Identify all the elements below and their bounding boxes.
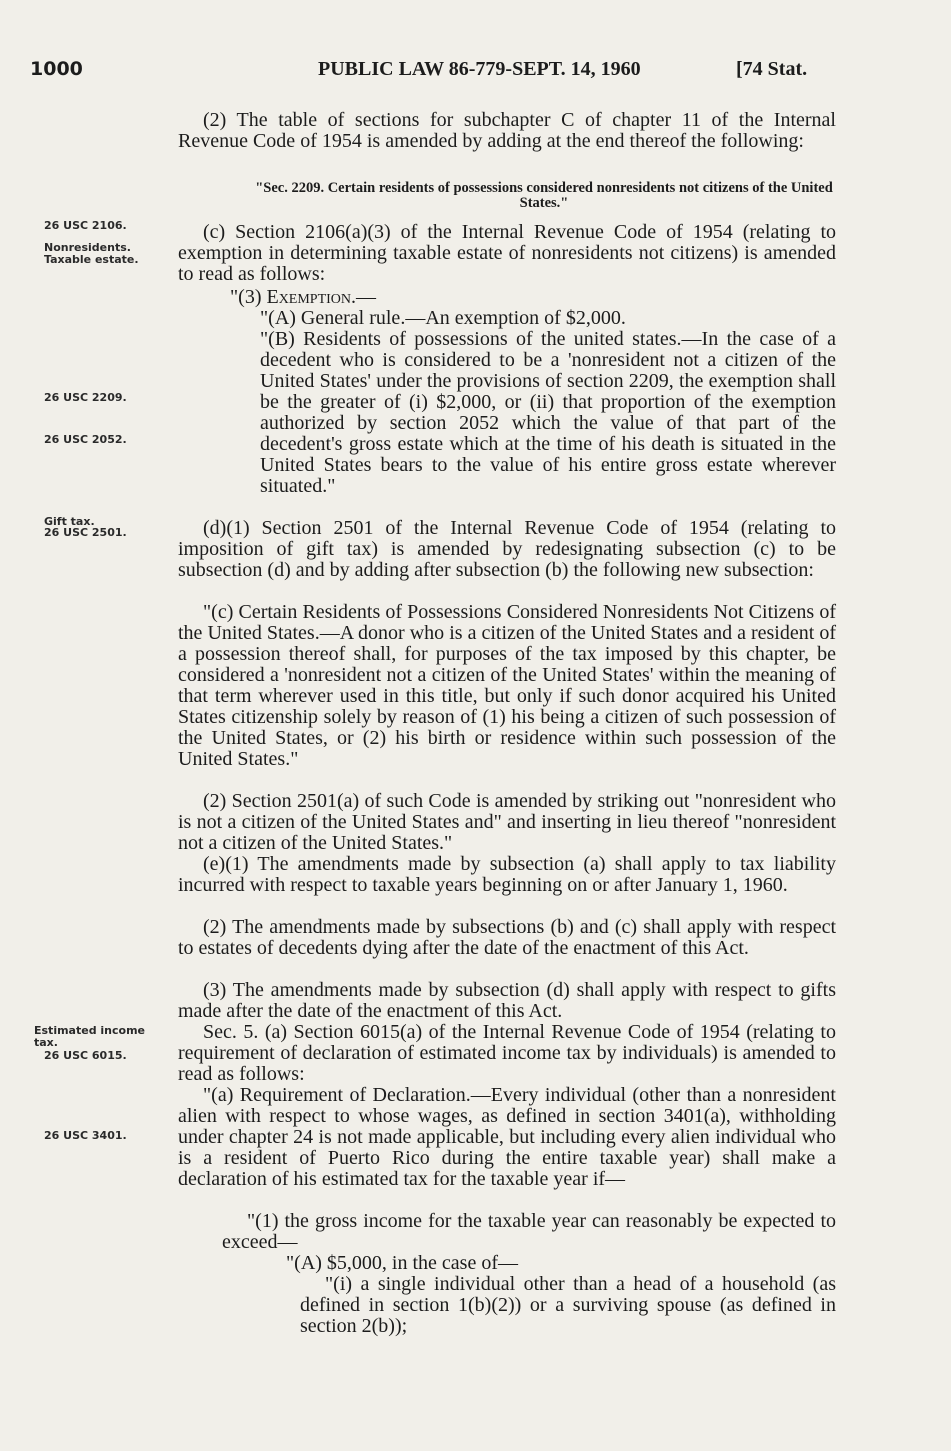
margin-note-gift-tax: Gift tax.	[44, 515, 95, 528]
paragraph-section-5	[178, 1022, 836, 1085]
margin-note-26usc2106: 26 USC 2106.	[44, 219, 127, 232]
paragraph-requirement-of-declaration	[178, 1085, 836, 1190]
paragraph-e3	[178, 980, 836, 1022]
paragraph-b-residents	[260, 329, 836, 497]
paragraph-text: (2) The table of sections for subchapter C of chapter 11 of the Internal Revenue Code of 1954 is amended by adding at the end thereof the following:	[178, 109, 836, 152]
margin-note-nonresidents: Nonresidents.	[44, 241, 131, 254]
paragraph-text: "(3) Exemption.—	[230, 286, 377, 308]
paragraph-e1	[178, 854, 836, 896]
paragraph-text: (c) Section 2106(a)(3) of the Internal Revenue Code of 1954 (relating to exemption in determining taxable estate of nonresidents not citizens) is amended to read as follows:	[178, 221, 836, 285]
margin-note-26usc2501: 26 USC 2501.	[44, 526, 127, 539]
paragraph-text: "(A) $5,000, in the case of—	[286, 1252, 518, 1274]
running-title: PUBLIC LAW 86-779-SEPT. 14, 1960	[318, 58, 641, 80]
margin-note-26usc6015: 26 USC 6015.	[44, 1049, 127, 1062]
paragraph-single-individual	[300, 1274, 836, 1337]
quoted-section-heading: "Sec. 2209. Certain residents of possessions considered nonresidents not citizens of the United States."	[255, 180, 833, 211]
paragraph-text: "(1) the gross income for the taxable year can reasonably be expected to exceed—	[222, 1210, 836, 1253]
statute-reference: [74 Stat.	[736, 58, 808, 80]
paragraph-gross-income	[222, 1211, 836, 1253]
paragraph-text: (2) The amendments made by subsections (b) and (c) shall apply with respect to estates of decedents dying after the date of the enactment of this Act.	[178, 916, 836, 959]
paragraph-5000	[286, 1253, 836, 1274]
paragraph-new-subsection-c	[178, 602, 836, 770]
paragraph-text: (d)(1) Section 2501 of the Internal Revenue Code of 1954 (relating to imposition of gift tax) is amended by redesignating subsection (c) to be subsection (d) and by adding after subsection (b) the following new subsection:	[178, 517, 836, 581]
paragraph-text: "(a) Requirement of Declaration.—Every individual (other than a nonresident alien with respect to whose wages, as defined in section 3401(a), withholding under chapter 24 is not made applicable, but including every alien individual who is a resident of Puerto Rico during the entire taxable year) shall make a declaration of his estimated tax for the taxable year if—	[178, 1084, 836, 1190]
margin-note-26usc2052: 26 USC 2052.	[44, 433, 127, 446]
margin-note-26usc2209: 26 USC 2209.	[44, 391, 127, 404]
paragraph-text: "(A) General rule.—An exemption of $2,000.	[260, 307, 626, 329]
paragraph-text: (2) Section 2501(a) of such Code is amended by striking out "nonresident who is not a citizen of the United States and" and inserting in lieu thereof "nonresident not a citizen of the United States."	[178, 790, 836, 854]
page-number: 1000	[30, 58, 83, 80]
paragraph-text: "(c) Certain Residents of Possessions Considered Nonresidents Not Citizens of the United States.—A donor who is a citizen of the United States and a resident of a possession thereof shall, for purposes of the tax imposed by this chapter, be considered a 'nonresident not a citizen of the United States' within the meaning of that term wherever used in this title, but only if such donor acquired his United States citizenship solely by reason of (1) his being a citizen of such possession of the United States, or (2) his birth or residence within such possession of the United States."	[178, 601, 836, 770]
paragraph-text: "(i) a single individual other than a head of a household (as defined in section 1(b)(2)) or a surviving spouse (as defined in section 2(b));	[300, 1273, 836, 1337]
paragraph-d1	[178, 518, 836, 581]
margin-note-estimated-income-tax: Estimated income tax.	[34, 1024, 145, 1049]
paragraph-c	[178, 222, 836, 285]
paragraph-text: (e)(1) The amendments made by subsection (a) shall apply to tax liability incurred with respect to taxable years beginning on or after January 1, 1960.	[178, 853, 836, 896]
paragraph-d2	[178, 791, 836, 854]
paragraph-text: "(B) Residents of possessions of the united states.—In the case of a decedent who is considered to be a 'nonresident not a citizen of the United States' under the provisions of section 2209, the exemption shall be the greater of (i) $2,000, or (ii) that proportion of the exemption authorized by section 2052 which the value of that part of the decedent's gross estate which at the time of his death is situated in the United States bears to the value of his entire gross estate wherever situated."	[260, 328, 836, 497]
exemption-heading	[230, 287, 836, 308]
paragraph-text: Sec. 5. (a) Section 6015(a) of the Internal Revenue Code of 1954 (relating to requirement of declaration of estimated income tax by individuals) is amended to read as follows:	[178, 1021, 836, 1085]
margin-note-26usc3401: 26 USC 3401.	[44, 1129, 127, 1142]
margin-note-taxable-estate: Taxable estate.	[44, 253, 139, 266]
paragraph-e2	[178, 917, 836, 959]
paragraph-table-of-sections	[178, 110, 836, 152]
paragraph-text: (3) The amendments made by subsection (d) shall apply with respect to gifts made after the date of the enactment of this Act.	[178, 979, 836, 1022]
paragraph-a-general-rule	[260, 308, 836, 329]
